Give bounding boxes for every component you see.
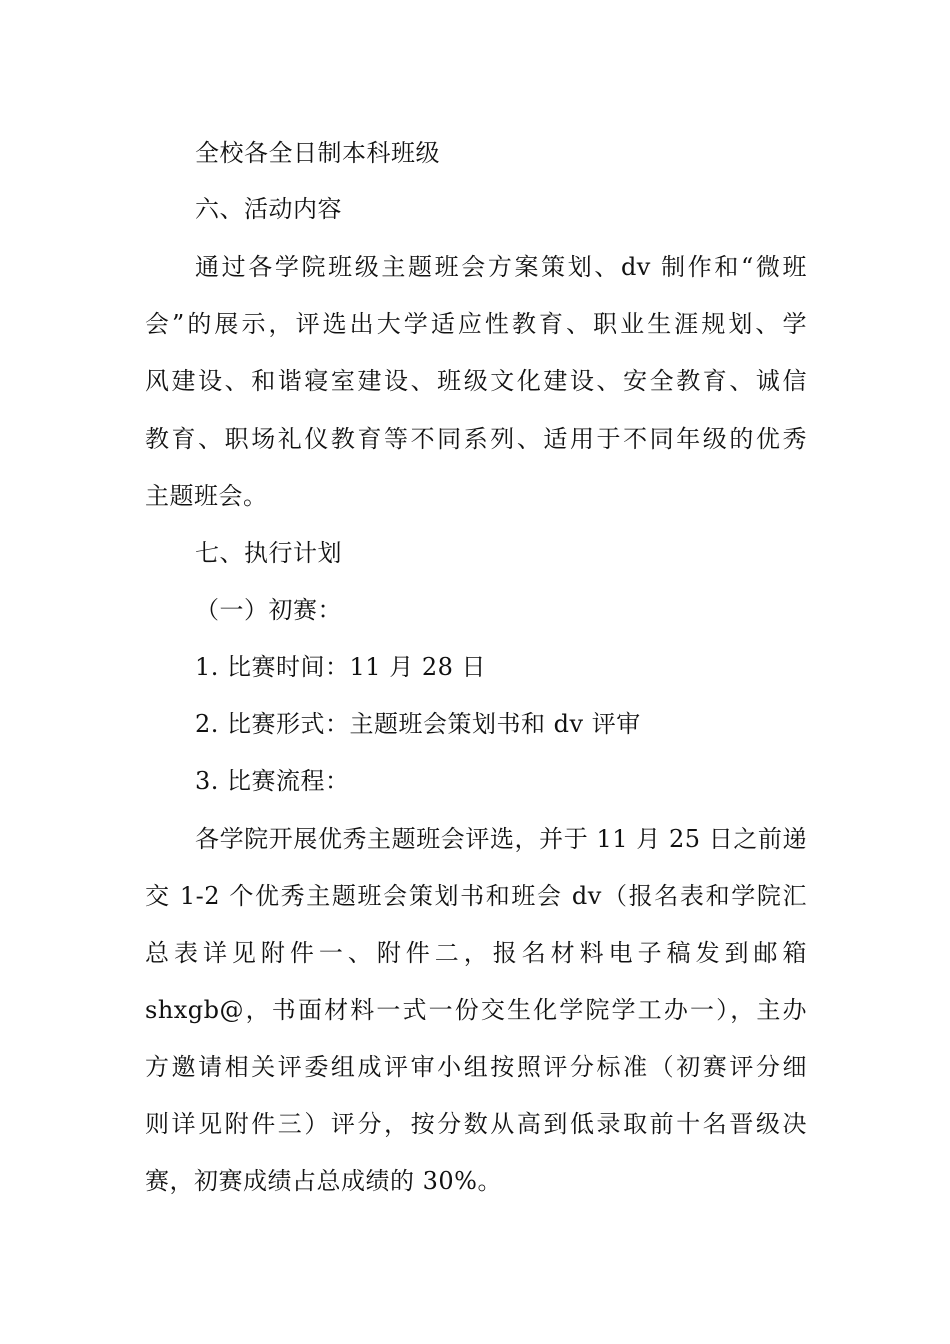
- target-scope-text: 全校各全日制本科班级: [195, 139, 440, 167]
- content-paragraph-line: 通过各学院班级主题班会方案策划、dv 制作和“微班: [195, 253, 807, 281]
- competition-process-item: 3. 比赛流程：: [195, 767, 350, 795]
- process-paragraph-line: 则详见附件三）评分，按分数从高到低录取前十名晋级决: [145, 1110, 807, 1138]
- process-paragraph-line: 交 1-2 个优秀主题班会策划书和班会 dv（报名表和学院汇: [145, 882, 807, 910]
- process-paragraph-line: 赛，初赛成绩占总成绩的 30%。: [145, 1167, 502, 1195]
- section-six-heading: 六、活动内容: [195, 195, 342, 223]
- process-paragraph-line: 总表详见附件一、附件二，报名材料电子稿发到邮箱: [145, 939, 807, 967]
- section-seven-heading: 七、执行计划: [195, 539, 342, 567]
- process-paragraph-line: 方邀请相关评委组成评审小组按照评分标准（初赛评分细: [145, 1053, 807, 1081]
- content-paragraph-line: 会”的展示，评选出大学适应性教育、职业生涯规划、学: [145, 310, 807, 338]
- process-paragraph-line: shxgb@，书面材料一式一份交生化学院学工办一），主办: [145, 996, 807, 1024]
- content-paragraph-line: 主题班会。: [145, 482, 268, 510]
- subsection-one-heading: （一）初赛：: [195, 596, 342, 624]
- competition-form-item: 2. 比赛形式：主题班会策划书和 dv 评审: [195, 710, 641, 738]
- process-paragraph-line: 各学院开展优秀主题班会评选，并于 11 月 25 日之前递: [195, 825, 807, 853]
- content-paragraph-line: 风建设、和谐寝室建设、班级文化建设、安全教育、诚信: [145, 367, 807, 395]
- content-paragraph-line: 教育、职场礼仪教育等不同系列、适用于不同年级的优秀: [145, 425, 807, 453]
- competition-time-item: 1. 比赛时间：11 月 28 日: [195, 653, 486, 681]
